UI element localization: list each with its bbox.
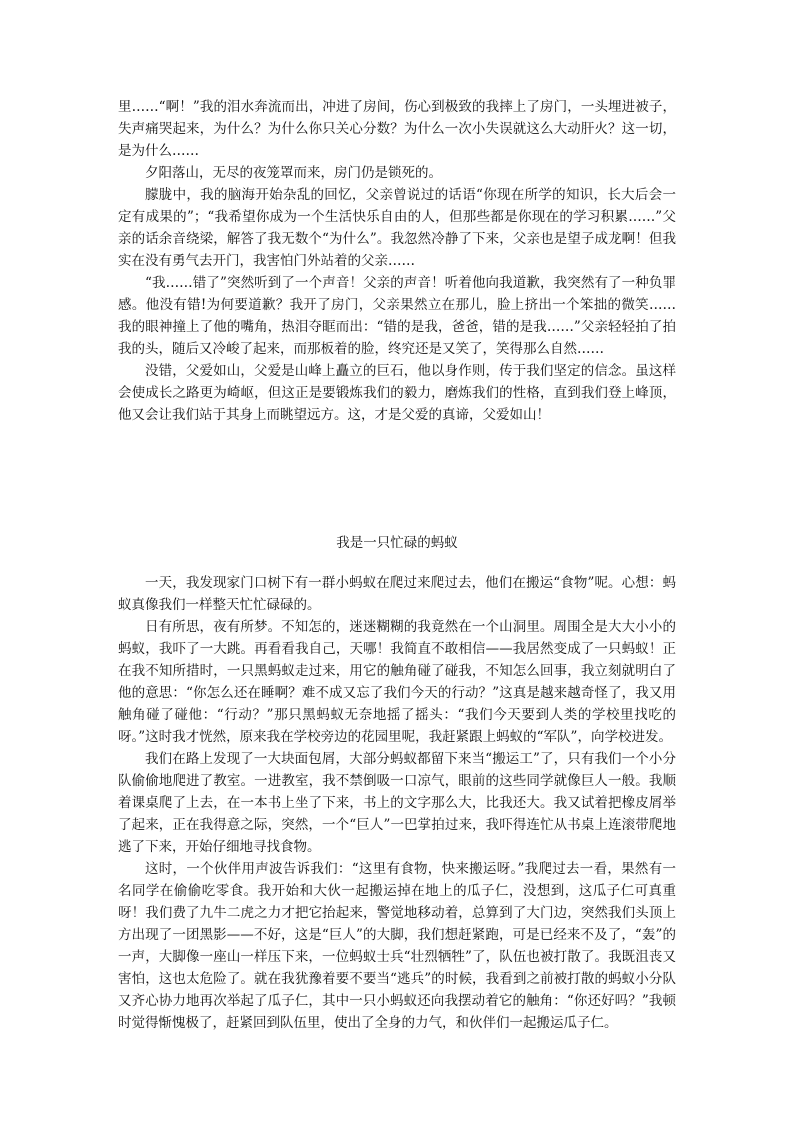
paragraph: 一天，我发现家门口树下有一群小蚂蚁在爬过来爬过去，他们在搬运“食物”呢。心想：蚂蚁真像我们一样整天忙忙碌碌的。 (118, 575, 676, 613)
paragraph: 没错，父爱如山，父爱是山峰上矗立的巨石，他以身作则，传于我们坚定的信念。虽这样会使成长之路更为崎岖，但这正是要锻炼我们的毅力，磨炼我们的性格，直到我们登上峰顶，他又会让我们站于其身上而眺望远方。这，才是父爱的真谛，父爱如山！ (118, 363, 676, 423)
paragraph: 日有所思，夜有所梦。不知怎的，迷迷糊糊的我竟然在一个山洞里。周围全是大大小小的蚂蚁，我吓了一大跳。再看看我自己，天哪！我简直不敢相信——我居然变成了一只蚂蚁！正在我不知所措时，一只黑蚂蚁走过来，用它的触角碰了碰我，不知怎么回事，我立刻就明白了他的意思：“你怎么还在睡啊？难不成又忘了我们今天的行动？”这真是越来越奇怪了，我又用触角碰了碰他：“行动？”那只黑蚂蚁无奈地摇了摇头：“我们今天要到人类的学校里找吃的呀。”这时我才恍然，原来我在学校旁边的花园里呢，我赶紧跟上蚂蚁的“军队”，向学校进发。 (118, 619, 676, 745)
paragraph: 这时，一个伙伴用声波告诉我们：“这里有食物，快来搬运呀。”我爬过去一看，果然有一名同学在偷偷吃零食。我开始和大伙一起搬运掉在地上的瓜子仁，没想到，这瓜子仁可真重呀！我们费了九牛二虎之力才把它抬起来，警觉地移动着，总算到了大门边，突然我们头顶上方出现了一团黑影——不好，这是“巨人”的大脚，我们想赶紧跑，可是已经来不及了，“轰”的一声，大脚像一座山一样压下来，一位蚂蚁士兵“壮烈牺牲”了，队伍也被打散了。我既沮丧又害怕，这也太危险了。就在我犹豫着要不要当“逃兵”的时候，我看到之前被打散的蚂蚁小分队又齐心协力地再次举起了瓜子仁，其中一只小蚂蚁还向我摆动着它的触角：“你还好吗？”我顿时觉得惭愧极了，赶紧回到队伍里，使出了全身的力气，和伙伴们一起搬运瓜子仁。 (118, 861, 676, 1031)
essay-busy-ant (118, 572, 676, 1034)
essay-title: 我是一只忙碌的蚂蚁 (336, 535, 458, 551)
paragraph: 夕阳落山，无尽的夜笼罩而来，房门仍是锁死的。 (145, 165, 442, 181)
paragraph: 朦胧中，我的脑海开始杂乱的回忆，父亲曾说过的话语“你现在所学的知识，长大后会一定有成果的”；“我希望你成为一个生活快乐自由的人，但那些都是你现在的学习积累……”父亲的话余音绕梁，解答了我无数个“为什么”。我忽然冷静了下来，父亲也是望子成龙啊！但我实在没有勇气去开门，我害怕门外站着的父亲…… (118, 187, 676, 269)
essay-father-love (118, 96, 676, 426)
paragraph: “我……错了”突然听到了一个声音！父亲的声音！听着他向我道歉，我突然有了一种负罪感。他没有错!为何要道歉？我开了房门，父亲果然立在那儿，脸上挤出一个笨拙的微笑……我的眼神撞上了他的嘴角，热泪夺眶而出：“错的是我，爸爸，错的是我……”父亲轻轻拍了拍我的头，随后又冷峻了起来，而那板着的脸，终究还是又笑了，笑得那么自然…… (118, 275, 676, 357)
title-spacing (118, 554, 676, 572)
document-page (118, 96, 676, 1056)
paragraph: 我们在路上发现了一大块面包屑，大部分蚂蚁都留下来当“搬运工”了，只有我们一个小分队偷偷地爬进了教室。一进教室，我不禁倒吸一口凉气，眼前的这些同学就像巨人一般。我顺着课桌爬了上去，在一本书上坐了下来，书上的文字那么大，比我还大。我又试着把橡皮屑举了起来，正在我得意之际，突然，一个“巨人”一巴掌拍过来，我吓得连忙从书桌上连滚带爬地逃了下来，开始仔细地寻找食物。 (118, 751, 676, 855)
paragraph: 里……“啊！”我的泪水奔流而出，冲进了房间，伤心到极致的我摔上了房门，一头埋进被子，失声痛哭起来，为什么？为什么你只关心分数？为什么一次小失误就这么大动肝火？这一切，是为什么…… (118, 99, 676, 159)
